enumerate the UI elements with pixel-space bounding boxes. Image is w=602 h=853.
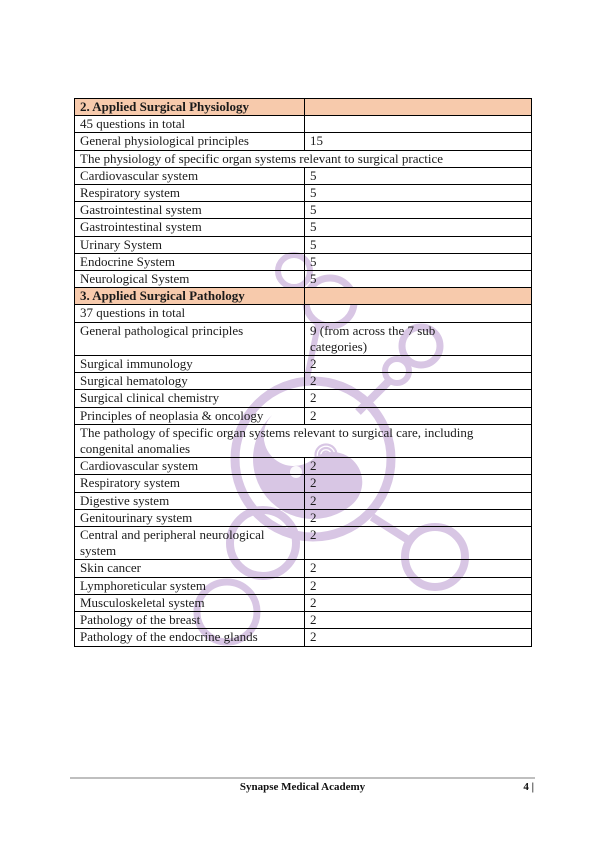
topic-cell: Cardiovascular system (75, 458, 305, 475)
question-count-text: 2 (310, 492, 317, 508)
question-count-text: 5 (310, 185, 317, 201)
table-row (75, 492, 532, 509)
question-count-cell (305, 475, 532, 492)
footer-page-number: 4 | (523, 781, 534, 793)
question-count-text: 5 (310, 219, 317, 235)
table-row (75, 253, 532, 270)
syllabus-table (74, 98, 532, 647)
topic-cell: 45 questions in total (75, 116, 305, 133)
topic-cell: Urinary System (75, 236, 305, 253)
topic-cell: Surgical immunology (75, 356, 305, 373)
question-count-text: 2 (310, 594, 317, 610)
table-row (75, 594, 532, 611)
topic-cell: 37 questions in total (75, 305, 305, 322)
table-row (75, 629, 532, 646)
topic-cell: Skin cancer (75, 560, 305, 577)
question-count-text: 9 (from across the 7 sub categories) (310, 322, 436, 354)
question-count-cell (305, 458, 532, 475)
question-count-cell (305, 492, 532, 509)
question-count-text: 2 (310, 577, 317, 593)
topic-cell: Surgical clinical chemistry (75, 390, 305, 407)
question-count-cell (305, 288, 532, 305)
topic-cell: Gastrointestinal system (75, 202, 305, 219)
table-row (75, 407, 532, 424)
question-count-cell (305, 509, 532, 526)
topic-cell: Genitourinary system (75, 509, 305, 526)
table-row (75, 150, 532, 167)
question-count-cell (305, 99, 532, 116)
table-row (75, 612, 532, 629)
merged-topic-cell (75, 150, 532, 167)
merged-topic-text: The pathology of specific organ systems relevant to surgical care, including congenital anomalies (80, 424, 474, 457)
question-count-cell (305, 373, 532, 390)
question-count-text: 5 (310, 253, 317, 269)
question-count-text: 2 (310, 629, 317, 645)
question-count-cell (305, 185, 532, 202)
topic-cell: Neurological System (75, 271, 305, 288)
table-row (75, 527, 532, 560)
question-count-text: 2 (310, 390, 317, 406)
table-row (75, 322, 532, 355)
question-count-text: 2 (310, 458, 317, 474)
question-count-cell (305, 202, 532, 219)
topic-cell: Lymphoreticular system (75, 577, 305, 594)
question-count-text: 15 (310, 133, 323, 149)
table-row (75, 560, 532, 577)
table-row (75, 219, 532, 236)
question-count-cell (305, 612, 532, 629)
table-row (75, 356, 532, 373)
topic-cell: Endocrine System (75, 253, 305, 270)
question-count-text: 5 (310, 202, 317, 218)
section-title-cell: 2. Applied Surgical Physiology (75, 99, 305, 116)
topic-cell: Principles of neoplasia & oncology (75, 407, 305, 424)
question-count-text: 2 (310, 356, 317, 372)
topic-cell: General pathological principles (75, 322, 305, 355)
table-row (75, 202, 532, 219)
syllabus-table-body (75, 99, 532, 647)
table-row (75, 305, 532, 322)
merged-topic-text: The physiology of specific organ systems relevant to surgical practice (80, 150, 444, 166)
topic-cell: General physiological principles (75, 133, 305, 150)
question-count-text: 5 (310, 167, 317, 183)
topic-cell: Respiratory system (75, 475, 305, 492)
topic-cell: Central and peripheral neurological system (75, 527, 305, 560)
topic-cell: Cardiovascular system (75, 167, 305, 184)
question-count-cell (305, 116, 532, 133)
question-count-text: 2 (310, 509, 317, 525)
question-count-cell (305, 236, 532, 253)
question-count-text: 2 (310, 475, 317, 491)
question-count-cell (305, 356, 532, 373)
question-count-text: 5 (310, 236, 317, 252)
table-row (75, 133, 532, 150)
footer-rule (70, 777, 535, 779)
section-header-row (75, 288, 532, 305)
table-row (75, 475, 532, 492)
topic-cell: Respiratory system (75, 185, 305, 202)
question-count-text: 2 (310, 373, 317, 389)
question-count-cell (305, 560, 532, 577)
table-row (75, 509, 532, 526)
question-count-cell (305, 577, 532, 594)
question-count-cell (305, 390, 532, 407)
table-row (75, 271, 532, 288)
topic-cell: Pathology of the endocrine glands (75, 629, 305, 646)
footer-academy-name: Synapse Medical Academy (239, 781, 366, 793)
question-count-cell (305, 133, 532, 150)
table-row (75, 458, 532, 475)
table-row (75, 390, 532, 407)
question-count-cell (305, 305, 532, 322)
question-count-text: 2 (310, 612, 317, 628)
question-count-text: 2 (310, 407, 317, 423)
table-row (75, 185, 532, 202)
section-title-cell: 3. Applied Surgical Pathology (75, 288, 305, 305)
merged-topic-cell (75, 424, 532, 457)
table-row (75, 373, 532, 390)
table-row (75, 577, 532, 594)
question-count-cell (305, 271, 532, 288)
topic-cell: Surgical hematology (75, 373, 305, 390)
table-row (75, 424, 532, 457)
question-count-cell (305, 594, 532, 611)
question-count-text: 2 (310, 560, 317, 576)
question-count-cell (305, 407, 532, 424)
section-header-row (75, 99, 532, 116)
topic-cell: Musculoskeletal system (75, 594, 305, 611)
topic-cell: Pathology of the breast (75, 612, 305, 629)
table-row (75, 236, 532, 253)
question-count-cell (305, 219, 532, 236)
question-count-cell (305, 629, 532, 646)
question-count-cell (305, 167, 532, 184)
topic-cell: Digestive system (75, 492, 305, 509)
table-row (75, 167, 532, 184)
question-count-cell (305, 527, 532, 560)
table-row (75, 116, 532, 133)
topic-cell: Gastrointestinal system (75, 219, 305, 236)
question-count-cell (305, 322, 532, 355)
question-count-text: 2 (310, 527, 317, 543)
question-count-text: 5 (310, 271, 317, 287)
question-count-cell (305, 253, 532, 270)
